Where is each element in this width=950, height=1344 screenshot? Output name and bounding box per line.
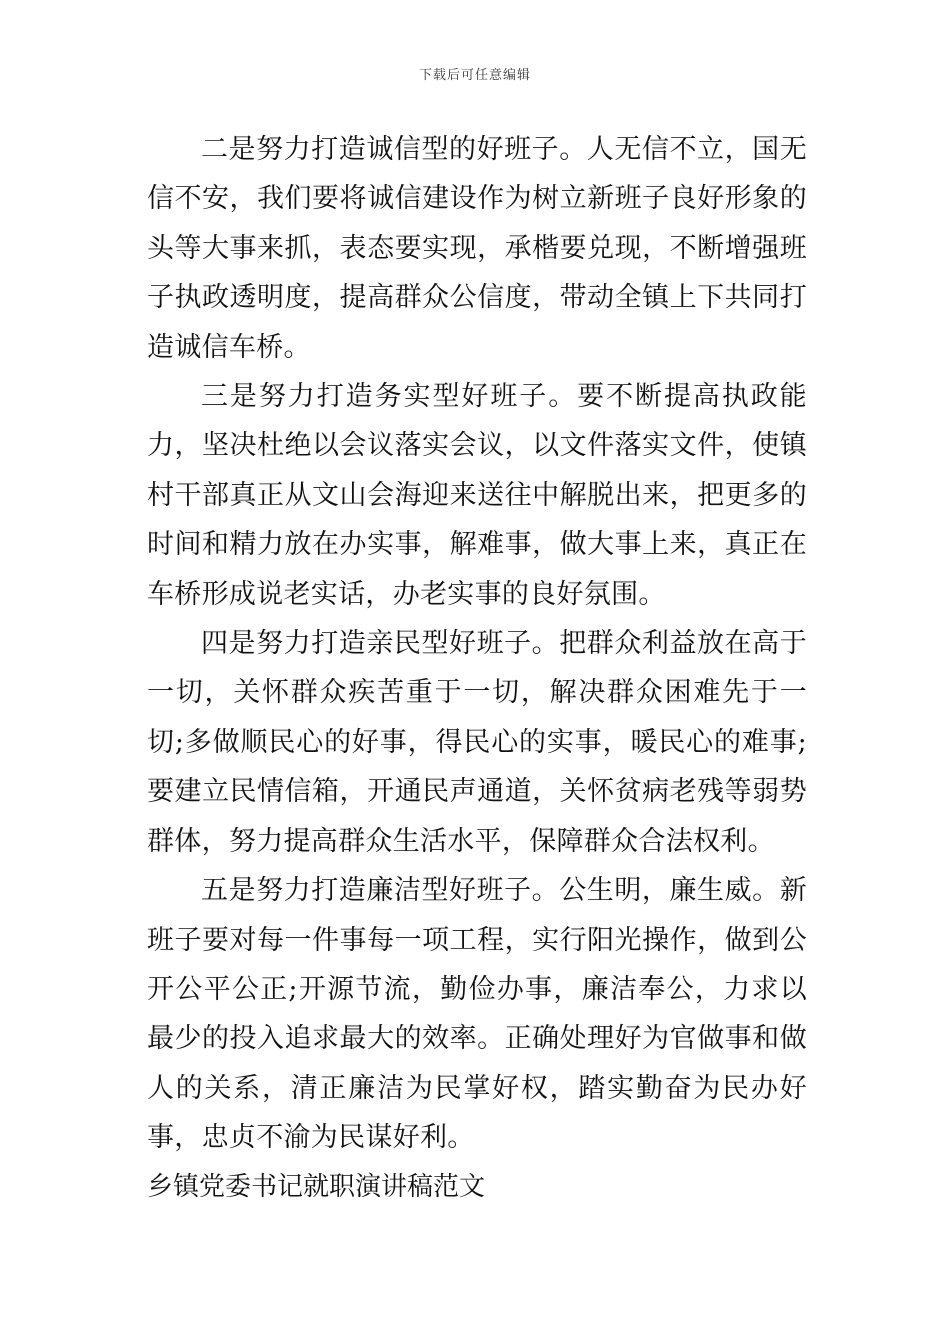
paragraph-lianjie: 五是努力打造廉洁型好班子。公生明，廉生威。新班子要对每一件事每一项工程，实行阳光操作，做到公开公平公正;开源节流，勤俭办事，廉洁奉公，力求以最少的投入追求最大的效率。正确处理好为官做事和做人的关系，清正廉洁为民掌好权，踏实勤奋为民办好事，忠贞不渝为民谋好利。 xyxy=(147,875,807,1154)
paragraph-wushi: 三是努力打造务实型好班子。要不断提高执政能力，坚决杜绝以会议落实会议，以文件落实文件，使镇村干部真正从文山会海迎来送往中解脱出来，把更多的时间和精力放在办实事，解难事，做大事上来，真正在车桥形成说老实话，办老实事的良好氛围。 xyxy=(147,381,807,610)
document-body xyxy=(147,125,807,1212)
paragraph-chengxin: 二是努力打造诚信型的好班子。人无信不立，国无信不安，我们要将诚信建设作为树立新班子良好形象的头等大事来抓，表态要实现，承楷要兑现，不断增强班子执政透明度，提高群众公信度，带动全镇上下共同打造诚信车桥。 xyxy=(147,134,807,363)
document-title-footer: 乡镇党委书记就职演讲稿范文 xyxy=(147,1171,486,1202)
header-note: 下载后可任意编辑 xyxy=(418,68,531,83)
paragraph-qinmin: 四是努力打造亲民型好班子。把群众利益放在高于一切，关怀群众疾苦重于一切，解决群众困难先于一切;多做顺民心的好事，得民心的实事，暖民心的难事;要建立民情信箱，开通民声通道，关怀贫病老残等弱势群体，努力提高群众生活水平，保障群众合法权利。 xyxy=(147,628,807,857)
